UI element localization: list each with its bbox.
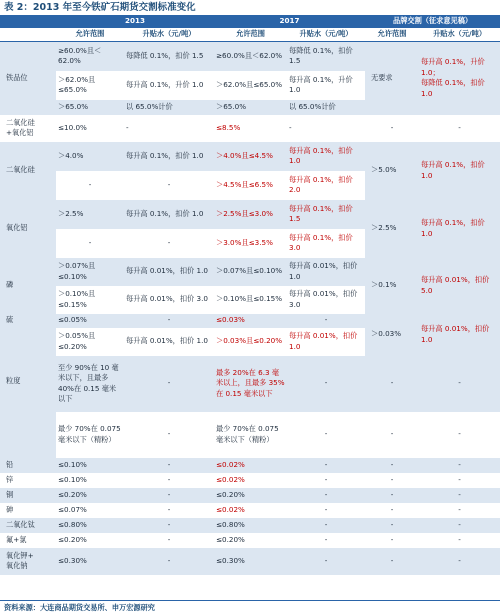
cell-al-a13-2: - xyxy=(56,229,124,258)
row-label-s: 硫 xyxy=(0,314,56,356)
cell-as-bp: - xyxy=(419,503,500,518)
header-blank xyxy=(0,15,56,28)
cell-cu-ba: - xyxy=(365,488,419,503)
row-label-as: 砷 xyxy=(0,503,56,518)
cell-si-a13-2: - xyxy=(56,171,124,200)
cell-zn-ba: - xyxy=(365,473,419,488)
row-label-si: 二氧化硅 xyxy=(0,142,56,200)
row-label-cu: 铜 xyxy=(0,488,56,503)
cell-fe-a17-3: ＞65.0% xyxy=(214,100,287,115)
cell-p-brand-premium: 每升高 0.01%，扣价 5.0 xyxy=(419,258,500,314)
row-label-al: 氧化铝 xyxy=(0,200,56,258)
cell-zn-a17: ≤0.02% xyxy=(214,473,287,488)
cell-pb-p13: - xyxy=(124,458,214,473)
cell-p-p13-2: 每升高 0.01%，扣价 3.0 xyxy=(124,286,214,314)
cell-zn-a13: ≤0.10% xyxy=(56,473,124,488)
cell-fe-a13-2: ＞62.0%且≤65.0% xyxy=(56,71,124,100)
cell-size-a13-2: 最少 70%在 0.075 毫米以下（精粉） xyxy=(56,412,124,458)
cell-s-brand-allowed: ＞0.03% xyxy=(365,314,419,356)
cell-si-a13-1: ＞4.0% xyxy=(56,142,124,171)
cell-s-p17-2: 每升高 0.01%，扣价 1.0 xyxy=(287,328,365,356)
cell-pb-a17: ≤0.02% xyxy=(214,458,287,473)
row-label-zn: 锌 xyxy=(0,473,56,488)
cell-tio2-p17: - xyxy=(287,518,365,533)
source-note: 资料来源：大连商品期货交易所、申万宏源研究 xyxy=(0,600,500,615)
cell-al-a17-1: ＞2.5%且≤3.0% xyxy=(214,200,287,229)
cell-s-a17-2: ＞0.03%且≤0.20% xyxy=(214,328,287,356)
cell-si-p17-1: 每升高 0.1%，扣价 1.0 xyxy=(287,142,365,171)
cell-p-a17-2: ＞0.10%且≤0.15% xyxy=(214,286,287,314)
row-label-p: 磷 xyxy=(0,258,56,314)
cell-cu-a17: ≤0.20% xyxy=(214,488,287,503)
cell-fcl-a17: ≤0.20% xyxy=(214,533,287,548)
cell-al-a13-1: ＞2.5% xyxy=(56,200,124,229)
header-premium-2013: 升贴水（元/吨） xyxy=(124,28,214,42)
cell-zn-bp: - xyxy=(419,473,500,488)
row-label-size: 粒度 xyxy=(0,356,56,458)
cell-s-a17-1: ≤0.03% xyxy=(214,314,287,328)
header-premium-brand: 升贴水（元/吨） xyxy=(419,28,500,42)
cell-cu-p13: - xyxy=(124,488,214,503)
cell-size-a17-1: 最多 20%在 6.3 毫米以上，且最多 35%在 0.15 毫米以下 xyxy=(214,356,287,412)
cell-s-brand-premium: 每升高 0.01%，扣价 1.0 xyxy=(419,314,500,356)
row-label-kna: 氧化钾+ 氧化钠 xyxy=(0,548,56,575)
cell-tio2-p13: - xyxy=(124,518,214,533)
cell-si-brand-premium: 每升高 0.1%，扣价 1.0 xyxy=(419,142,500,200)
header-allowed-2017: 允许范围 xyxy=(214,28,287,42)
cell-size-p13-1: - xyxy=(124,356,214,412)
cell-size-a13-1: 至少 90%在 10 毫米以下，且最多 40%在 0.15 毫米以下 xyxy=(56,356,124,412)
cell-si-p13-2: - xyxy=(124,171,214,200)
cell-fe-p17-3: 以 65.0%计价 xyxy=(287,100,365,115)
cell-sial-brand-premium: - xyxy=(419,115,500,142)
row-label-tio2: 二氧化钛 xyxy=(0,518,56,533)
cell-cu-a13: ≤0.20% xyxy=(56,488,124,503)
cell-p-p17-2: 每升高 0.01%，扣价 3.0 xyxy=(287,286,365,314)
cell-size-a17-2: 最少 70%在 0.075 毫米以下（精粉） xyxy=(214,412,287,458)
cell-fe-a13-3: ＞65.0% xyxy=(56,100,124,115)
cell-al-p13-2: - xyxy=(124,229,214,258)
cell-tio2-ba: - xyxy=(365,518,419,533)
cell-p-a17-1: ＞0.07%且≤0.10% xyxy=(214,258,287,286)
cell-tio2-a17: ≤0.80% xyxy=(214,518,287,533)
cell-kna-bp: - xyxy=(419,548,500,575)
cell-pb-ba: - xyxy=(365,458,419,473)
cell-s-p13-1: - xyxy=(124,314,214,328)
cell-p-brand-allowed: ＞0.1% xyxy=(365,258,419,314)
cell-fcl-ba: - xyxy=(365,533,419,548)
cell-si-p13-1: 每升高 0.1%，扣价 1.0 xyxy=(124,142,214,171)
header-blank-2 xyxy=(0,28,56,42)
cell-size-brand-allowed-1: - xyxy=(365,356,419,412)
cell-sial-p13: - xyxy=(124,115,214,142)
cell-sial-a17: ≤8.5% xyxy=(214,115,287,142)
cell-tio2-a13: ≤0.80% xyxy=(56,518,124,533)
cell-pb-p17: - xyxy=(287,458,365,473)
cell-si-p17-2: 每升高 0.1%，扣价 2.0 xyxy=(287,171,365,200)
header-brand: 品牌交割（征求意见稿） xyxy=(365,15,500,28)
cell-kna-a13: ≤0.30% xyxy=(56,548,124,575)
cell-sial-brand-allowed: - xyxy=(365,115,419,142)
cell-fe-p13-2: 每升高 0.1%，升价 1.0 xyxy=(124,71,214,100)
header-premium-2017: 升贴水（元/吨） xyxy=(287,28,365,42)
cell-fe-a17-2: ＞62.0%且≤65.0% xyxy=(214,71,287,100)
cell-al-p13-1: 每升高 0.1%，扣价 1.0 xyxy=(124,200,214,229)
cell-fcl-p13: - xyxy=(124,533,214,548)
cell-al-brand-premium: 每升高 0.1%，扣价 1.0 xyxy=(419,200,500,258)
cell-as-p13: - xyxy=(124,503,214,518)
cell-fe-p13-1: 每降低 0.1%，扣价 1.5 xyxy=(124,42,214,71)
cell-fe-a17-1: ≥60.0%且＜62.0% xyxy=(214,42,287,71)
cell-fcl-p17: - xyxy=(287,533,365,548)
cell-as-ba: - xyxy=(365,503,419,518)
cell-fe-a13-1: ≥60.0%且＜62.0% xyxy=(56,42,124,71)
cell-al-p17-1: 每升高 0.1%，扣价 1.5 xyxy=(287,200,365,229)
cell-size-brand-allowed-2: - xyxy=(365,412,419,458)
table-title: 表 2：2013 年至今铁矿石期货交割标准变化 xyxy=(0,0,500,15)
header-2013: 2013 xyxy=(56,15,214,28)
cell-size-p13-2: - xyxy=(124,412,214,458)
cell-zn-p13: - xyxy=(124,473,214,488)
cell-si-brand-allowed: ＞5.0% xyxy=(365,142,419,200)
cell-kna-p17: - xyxy=(287,548,365,575)
cell-fcl-a13: ≤0.20% xyxy=(56,533,124,548)
cell-fe-p17-2: 每升高 0.1%，升价 1.0 xyxy=(287,71,365,100)
cell-fe-p17-1: 每降低 0.1%，扣价 1.5 xyxy=(287,42,365,71)
cell-cu-p17: - xyxy=(287,488,365,503)
cell-fe-brand-allowed: 无要求 xyxy=(365,42,419,115)
cell-pb-a13: ≤0.10% xyxy=(56,458,124,473)
cell-fcl-bp: - xyxy=(419,533,500,548)
cell-tio2-bp: - xyxy=(419,518,500,533)
cell-p-a13-1: ＞0.07%且≤0.10% xyxy=(56,258,124,286)
cell-fe-brand-premium: 每升高 0.1%，升价 1.0； 每降低 0.1%，扣价 1.0 xyxy=(419,42,500,115)
cell-as-a13: ≤0.07% xyxy=(56,503,124,518)
cell-p-p13-1: 每升高 0.01%，扣价 1.0 xyxy=(124,258,214,286)
header-allowed-2013: 允许范围 xyxy=(56,28,124,42)
cell-size-brand-premium-1: - xyxy=(419,356,500,412)
cell-sial-a13: ≤10.0% xyxy=(56,115,124,142)
row-label-fcl: 氟+氯 xyxy=(0,533,56,548)
cell-size-p17-2: - xyxy=(287,412,365,458)
header-allowed-brand: 允许范围 xyxy=(365,28,419,42)
cell-kna-p13: - xyxy=(124,548,214,575)
cell-as-a17: ≤0.02% xyxy=(214,503,287,518)
delivery-standard-table xyxy=(0,15,500,575)
cell-s-a13-1: ≤0.05% xyxy=(56,314,124,328)
cell-size-p17-1: - xyxy=(287,356,365,412)
row-label-fe: 铁品位 xyxy=(0,42,56,115)
cell-size-brand-premium-2: - xyxy=(419,412,500,458)
cell-si-a17-2: ＞4.5%且≤6.5% xyxy=(214,171,287,200)
cell-zn-p17: - xyxy=(287,473,365,488)
cell-al-p17-2: 每升高 0.1%，扣价 3.0 xyxy=(287,229,365,258)
cell-si-a17-1: ＞4.0%且≤4.5% xyxy=(214,142,287,171)
cell-kna-ba: - xyxy=(365,548,419,575)
cell-fe-p13-3: 以 65.0%计价 xyxy=(124,100,214,115)
row-label-sial: 二氧化硅 +氧化铝 xyxy=(0,115,56,142)
cell-pb-bp: - xyxy=(419,458,500,473)
cell-al-a17-2: ＞3.0%且≤3.5% xyxy=(214,229,287,258)
header-2017: 2017 xyxy=(214,15,365,28)
cell-s-p13-2: 每升高 0.01%，扣价 1.0 xyxy=(124,328,214,356)
cell-al-brand-allowed: ＞2.5% xyxy=(365,200,419,258)
cell-p-a13-2: ＞0.10%且≤0.15% xyxy=(56,286,124,314)
cell-p-p17-1: 每升高 0.01%，扣价 1.0 xyxy=(287,258,365,286)
cell-sial-p17: - xyxy=(287,115,365,142)
cell-cu-bp: - xyxy=(419,488,500,503)
cell-as-p17: - xyxy=(287,503,365,518)
cell-s-a13-2: ＞0.05%且≤0.20% xyxy=(56,328,124,356)
cell-kna-a17: ≤0.30% xyxy=(214,548,287,575)
cell-s-p17-1: - xyxy=(287,314,365,328)
row-label-pb: 铅 xyxy=(0,458,56,473)
